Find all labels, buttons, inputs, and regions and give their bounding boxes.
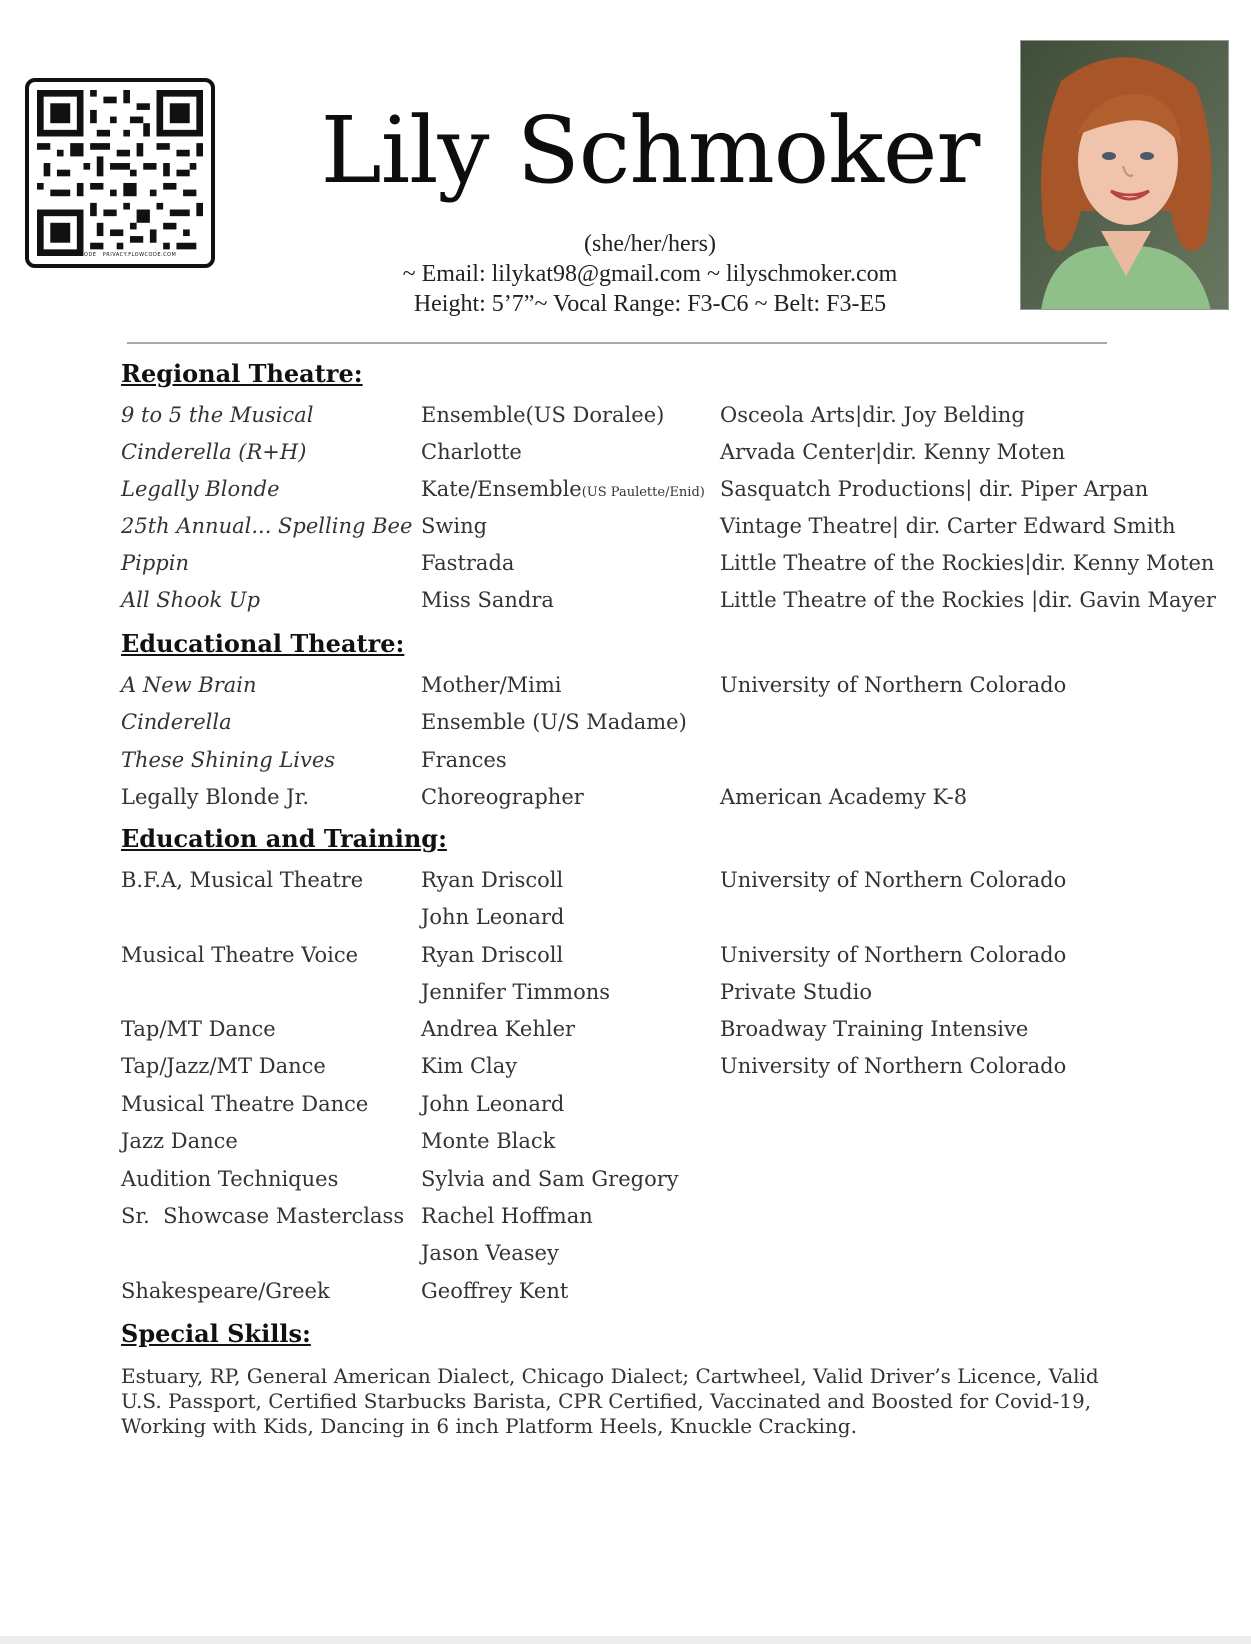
role: Mother/Mimi: [421, 673, 562, 697]
role: Frances: [421, 748, 507, 772]
role: Miss Sandra: [421, 588, 554, 612]
role: Ensemble (U/S Madame): [421, 710, 687, 734]
page-bottom-edge: [0, 1636, 1251, 1644]
training-row: [0, 905, 1251, 935]
training-subject: Audition Techniques: [121, 1167, 339, 1191]
qr-caption: [29, 252, 211, 258]
training-place: University of Northern Colorado: [720, 1054, 1067, 1078]
role: Charlotte: [421, 440, 522, 464]
training-subject: Tap/MT Dance: [121, 1017, 276, 1041]
training-row: [0, 1054, 1251, 1084]
section-educational-heading: Educational Theatre:: [121, 629, 405, 658]
training-teacher: Geoffrey Kent: [421, 1279, 569, 1303]
training-row: [0, 943, 1251, 973]
training-teacher: John Leonard: [421, 905, 565, 929]
training-place: Broadway Training Intensive: [720, 1017, 1029, 1041]
show-title: A New Brain: [121, 673, 257, 697]
stats-line: Height: 5’7”~ Vocal Range: F3-C6 ~ Belt: F3-E5: [413, 291, 887, 317]
training-subject: Tap/Jazz/MT Dance: [121, 1054, 326, 1078]
training-teacher: Ryan Driscoll: [421, 943, 564, 967]
training-row: [0, 1241, 1251, 1271]
credit-row: [0, 551, 1251, 581]
role: Choreographer: [421, 785, 584, 809]
pronouns: (she/her/hers): [584, 231, 716, 257]
show-title: Legally Blonde: [121, 477, 280, 501]
show-title: 9 to 5 the Musical: [121, 403, 314, 427]
training-teacher: Andrea Kehler: [421, 1017, 576, 1041]
training-teacher: Kim Clay: [421, 1054, 518, 1078]
training-row: [0, 1129, 1251, 1159]
training-subject: B.F.A, Musical Theatre: [121, 868, 364, 892]
credit-row: [0, 710, 1251, 740]
venue: Osceola Arts|dir. Joy Belding: [720, 403, 1025, 427]
credit-row: [0, 785, 1251, 815]
venue: Arvada Center|dir. Kenny Moten: [720, 440, 1066, 464]
header-divider: [127, 342, 1107, 344]
credit-row: [0, 440, 1251, 470]
credit-row: [0, 477, 1251, 507]
training-subject: Musical Theatre Dance: [121, 1092, 369, 1116]
role-note: (US Paulette/Enid): [581, 485, 705, 500]
qr-url: PRIVACY.FLOWCODE.COM: [102, 252, 177, 258]
section-skills-heading: Special Skills:: [121, 1319, 311, 1348]
training-row: [0, 868, 1251, 898]
role: [421, 477, 705, 501]
training-place: University of Northern Colorado: [720, 868, 1067, 892]
show-title: Cinderella: [121, 710, 232, 734]
venue: Sasquatch Productions| dir. Piper Arpan: [720, 477, 1149, 501]
show-title: Legally Blonde Jr.: [121, 785, 309, 809]
training-row: [0, 1167, 1251, 1197]
training-subject: Musical Theatre Voice: [121, 943, 359, 967]
training-teacher: Ryan Driscoll: [421, 868, 564, 892]
training-row: [0, 1204, 1251, 1234]
training-teacher: John Leonard: [421, 1092, 565, 1116]
role: Ensemble(US Doralee): [421, 403, 665, 427]
applicant-name: Lily Schmoker: [320, 97, 980, 204]
show-title: Pippin: [121, 551, 189, 575]
training-subject: Sr. Showcase Masterclass: [121, 1204, 405, 1228]
contact-line[interactable]: ~ Email: lilykat98@gmail.com ~ lilyschmoker.com: [402, 261, 898, 287]
training-row: [0, 980, 1251, 1010]
role: Swing: [421, 514, 488, 538]
training-subject: Jazz Dance: [121, 1129, 238, 1153]
training-teacher: Rachel Hoffman: [421, 1204, 593, 1228]
section-regional-heading: Regional Theatre:: [121, 359, 363, 388]
credit-row: [0, 673, 1251, 703]
role-name: Kate/Ensemble: [421, 477, 582, 501]
training-row: [0, 1279, 1251, 1309]
training-teacher: Monte Black: [421, 1129, 556, 1153]
venue: Little Theatre of the Rockies |dir. Gavin Mayer: [720, 588, 1216, 612]
show-title: These Shining Lives: [121, 748, 336, 772]
show-title: 25th Annual... Spelling Bee: [121, 514, 413, 538]
credit-row: [0, 748, 1251, 778]
section-training-heading: Education and Training:: [121, 824, 447, 853]
special-skills-text: Estuary, RP, General American Dialect, Chicago Dialect; Cartwheel, Valid Driver’s Licence, Valid U.S. Passport, Certified Starbucks Barista, CPR Certified, Vaccinated and Boosted for Covid-19, Working with Kids, Dancing in 6 inch Platform Heels, Knuckle Cracking.: [121, 1364, 1099, 1438]
headshot-photo: [1020, 40, 1229, 310]
venue: American Academy K-8: [720, 785, 968, 809]
show-title: All Shook Up: [121, 588, 261, 612]
training-place: Private Studio: [720, 980, 872, 1004]
training-teacher: Jennifer Timmons: [421, 980, 611, 1004]
credit-row: [0, 588, 1251, 618]
qr-code[interactable]: [25, 78, 215, 268]
qr-brand: FLOWCODE: [63, 252, 97, 258]
show-title: Cinderella (R+H): [121, 440, 307, 464]
training-teacher: Jason Veasey: [421, 1241, 559, 1265]
training-subject: Shakespeare/Greek: [121, 1279, 330, 1303]
credit-row: [0, 514, 1251, 544]
training-row: [0, 1092, 1251, 1122]
role: Fastrada: [421, 551, 515, 575]
venue: Little Theatre of the Rockies|dir. Kenny Moten: [720, 551, 1215, 575]
qr-code-pattern: [37, 90, 203, 256]
training-row: [0, 1017, 1251, 1047]
venue: Vintage Theatre| dir. Carter Edward Smith: [720, 514, 1176, 538]
training-place: University of Northern Colorado: [720, 943, 1067, 967]
credit-row: [0, 403, 1251, 433]
venue: University of Northern Colorado: [720, 673, 1067, 697]
training-teacher: Sylvia and Sam Gregory: [421, 1167, 679, 1191]
